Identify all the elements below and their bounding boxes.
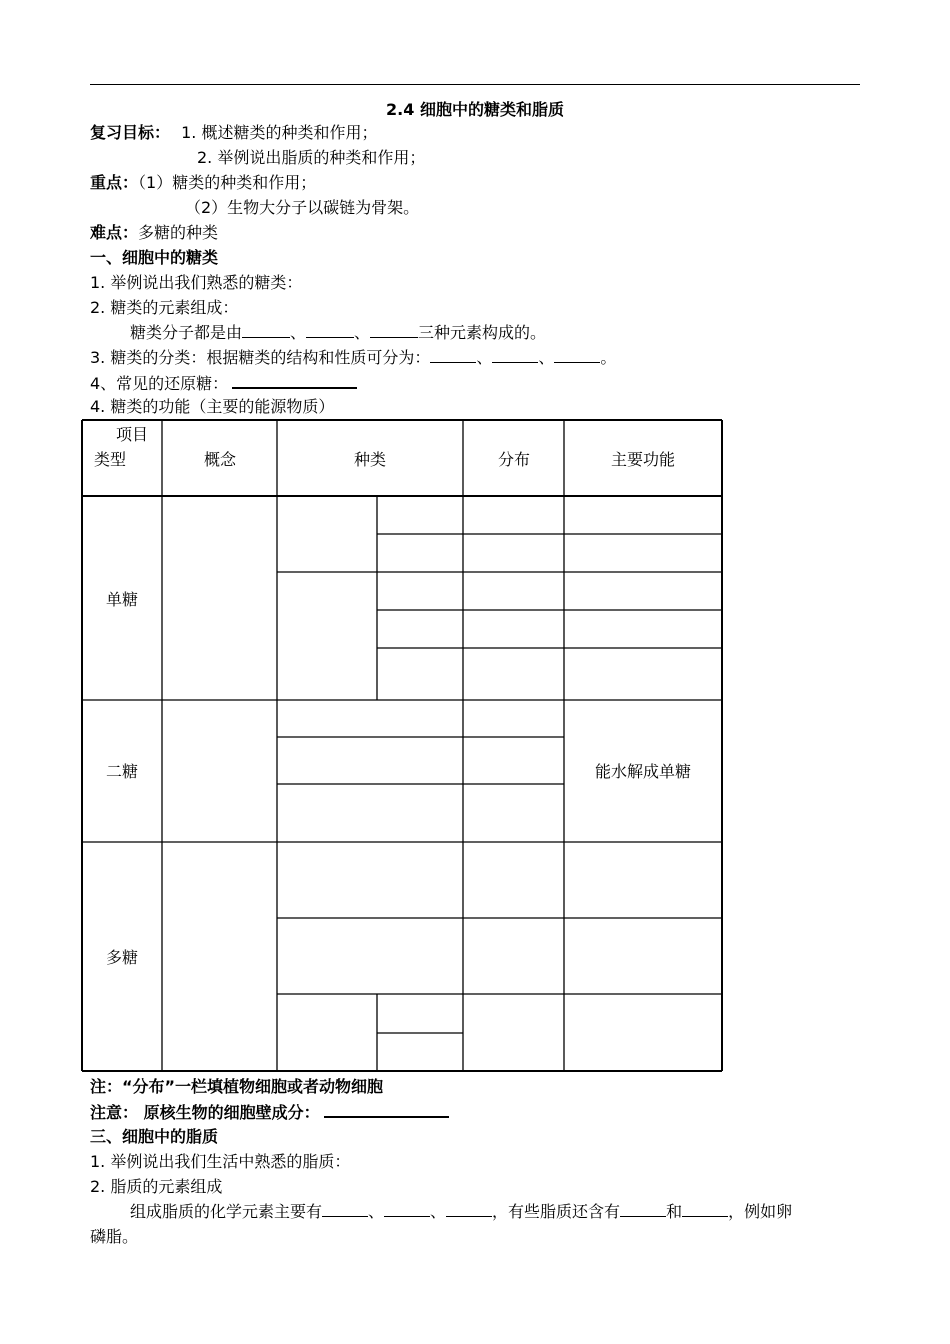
separator: 、 — [476, 348, 493, 367]
lipid-question-2-sentence — [130, 1202, 792, 1222]
row-label-disaccharide: 二糖 — [105, 762, 139, 781]
separator: 、 — [430, 1202, 447, 1221]
question-4b: 4. 糖类的功能（主要的能源物质） — [90, 397, 335, 416]
lipid-sentence-start: 组成脂质的化学元素主要有 — [130, 1202, 323, 1221]
separator: 、 — [354, 323, 371, 342]
fill-blank[interactable] — [446, 1202, 492, 1217]
disaccharide-function: 能水解成单糖 — [594, 762, 692, 781]
note-2 — [90, 1102, 449, 1123]
note-2-text: 注意： 原核生物的细胞壁成分： — [90, 1103, 320, 1122]
lipid-sentence-and: 和 — [666, 1202, 683, 1221]
header-corner-top: 项目 — [115, 425, 149, 444]
separator: 、 — [368, 1202, 385, 1221]
goals-label: 复习目标： — [90, 123, 171, 142]
fill-blank[interactable] — [682, 1202, 728, 1217]
fill-blank[interactable] — [384, 1202, 430, 1217]
fill-blank[interactable] — [324, 1102, 449, 1118]
header-corner-bottom: 类型 — [93, 450, 127, 469]
header-main-function: 主要功能 — [610, 450, 676, 469]
key-point-2: （2）生物大分子以碳链为骨架。 — [185, 198, 420, 217]
question-2: 2. 糖类的元素组成： — [90, 298, 239, 317]
difficulty-label: 难点： — [90, 223, 139, 242]
note-1: 注：“分布”一栏填植物细胞或者动物细胞 — [90, 1077, 384, 1096]
section-3-heading: 三、细胞中的脂质 — [90, 1127, 219, 1146]
fill-blank[interactable] — [322, 1202, 368, 1217]
difficulty-text: 多糖的种类 — [138, 223, 219, 242]
page-title: 2.4 细胞中的糖类和脂质 — [386, 100, 564, 119]
key-point-1: （1）糖类的种类和作用； — [138, 173, 317, 192]
question-3-end: 。 — [600, 348, 617, 367]
lipid-sentence-middle: ，有些脂质还含有 — [492, 1202, 621, 1221]
header-types: 种类 — [353, 450, 387, 469]
section-1-heading: 一、细胞中的糖类 — [90, 248, 219, 267]
lipid-question-1: 1. 举例说出我们生活中熟悉的脂质： — [90, 1152, 351, 1171]
key-points-label: 重点： — [90, 173, 139, 192]
goal-item-1: 1. 概述糖类的种类和作用； — [181, 123, 378, 142]
header-concept: 概念 — [203, 450, 237, 469]
question-3-text: 3. 糖类的分类：根据糖类的结构和性质可分为： — [90, 348, 431, 367]
question-4a-text: 4、常见的还原糖： — [90, 374, 229, 393]
lipid-sentence-continuation: 磷脂。 — [90, 1227, 139, 1246]
sentence-start: 糖类分子都是由 — [130, 323, 243, 342]
row-label-monosaccharide: 单糖 — [105, 590, 139, 609]
fill-blank[interactable] — [620, 1202, 666, 1217]
sentence-end: 三种元素构成的。 — [418, 323, 547, 342]
goal-item-2: 2. 举例说出脂质的种类和作用； — [197, 148, 426, 167]
separator: 、 — [538, 348, 555, 367]
separator: 、 — [290, 323, 307, 342]
table-grid — [82, 420, 722, 1071]
lipid-question-2: 2. 脂质的元素组成 — [90, 1177, 223, 1196]
header-distribution: 分布 — [497, 450, 531, 469]
row-label-polysaccharide: 多糖 — [105, 948, 139, 967]
lipid-sentence-end: ，例如卵 — [728, 1202, 793, 1221]
question-1: 1. 举例说出我们熟悉的糖类： — [90, 273, 303, 292]
